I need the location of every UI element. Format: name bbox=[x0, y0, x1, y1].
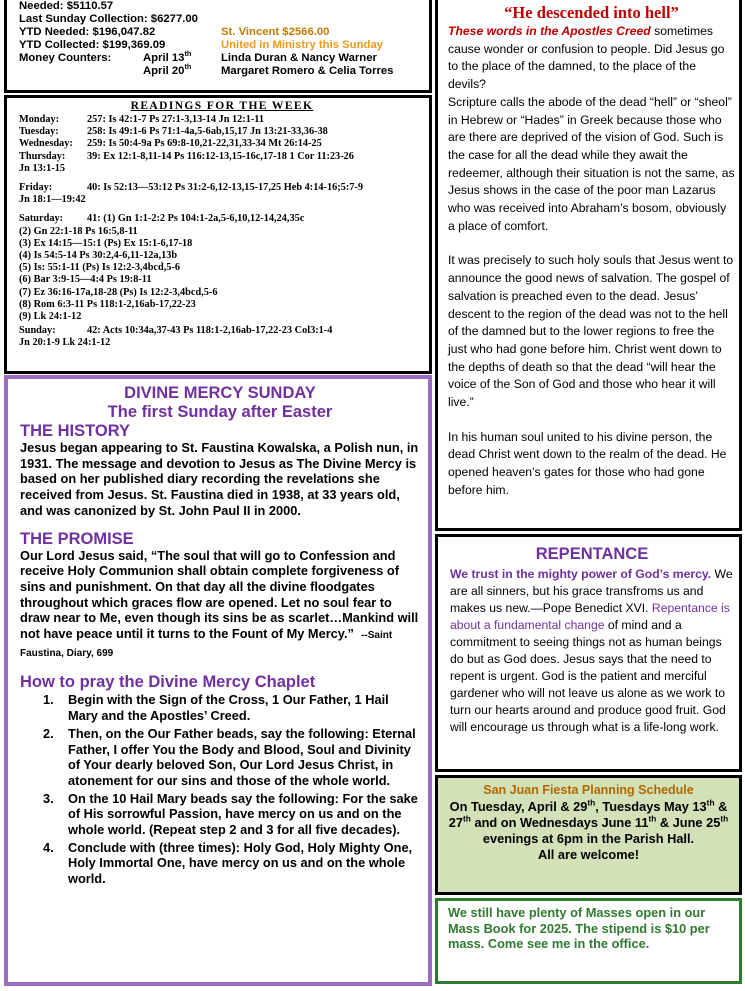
divine-mercy-box bbox=[4, 375, 432, 986]
reading-sunday-cont: Jn 20:1-9 Lk 24:1-12 bbox=[19, 337, 111, 349]
finance-row bbox=[19, 13, 429, 26]
reading-saturday-line: (8) Rom 6:3-11 Ps 118:1-2,16ab-17,22-23 bbox=[19, 298, 196, 310]
fiesta-welcome: All are welcome! bbox=[538, 847, 639, 862]
chaplet-step: 4. Conclude with (three times): Holy God, Holy Mighty One, Holy Immortal One, have mercy on us and on the whole world. bbox=[43, 839, 413, 887]
hell-lead: These words in the Apostles Creed bbox=[448, 24, 651, 38]
promise-heading: THE PROMISE bbox=[20, 529, 134, 548]
reading-tuesday: Tuesday: 258: Is 49:1-6 Ps 71:1-4a,5-6ab,15,17 Jn 13:21-33,36-38 bbox=[19, 126, 328, 138]
reading-wednesday: Wednesday: 259: Is 50:4-9a Ps 69:8-10,21-22,31,33-34 Mt 26:14-25 bbox=[19, 138, 322, 150]
repentance-box bbox=[435, 534, 742, 772]
history-text: Jesus began appearing to St. Faustina Kowalska, a Polish nun, in 1931. The message and devotion to Jesus as The Divine Mercy is based on her published diary recording the revelations she received from Jesus. St. Faustina died in 1938, at 33 years old, and was canonized by St. John Paul II in 2000. bbox=[20, 440, 419, 518]
finance-row bbox=[19, 0, 429, 13]
hell-paragraph-2: Scripture calls the abode of the dead “hell” or “sheol” in Hebrew or “Hades” in Greek because those who are there are deprived of the vision of God. Such is the case for all the dead while they await the redeemer, although their situation is not the same, as Jesus shows in the case of the poor man Lazarus who was received into Abraham’s bosom, obviously a place of comfort. bbox=[448, 94, 735, 233]
masses-text: We still have plenty of Masses open in our Mass Book for 2025. The stipend is $10 per mass. Come see me in the office. bbox=[448, 905, 710, 951]
chaplet-steps bbox=[20, 692, 420, 886]
reading-saturday-line: (6) Bar 3:9-15—4:4 Ps 19:8-11 bbox=[19, 274, 152, 286]
united-in-ministry: United in Ministry this Sunday bbox=[221, 39, 383, 51]
repentance-title: REPENTANCE bbox=[535, 545, 649, 563]
hell-paragraph-4: In his human soul united to his divine person, the dead Christ went down to the realm of the dead. He opened heaven’s gates for those who had gone before him. bbox=[448, 429, 727, 497]
fiesta-title: San Juan Fiesta Planning Schedule bbox=[483, 783, 694, 797]
counter-date-2: April 20th bbox=[143, 62, 192, 77]
counter-names-1: Linda Duran & Nancy Warner bbox=[221, 52, 377, 64]
history-heading: THE HISTORY bbox=[20, 422, 131, 440]
reading-saturday-line: (9) Lk 24:1-12 bbox=[19, 311, 82, 323]
st-vincent-collection: St. Vincent $2566.00 bbox=[221, 26, 330, 38]
promise-source: --Saint Faustina, Diary, 699 bbox=[20, 630, 393, 659]
hell-paragraph-3: It was precisely to such holy souls that Jesus went to announce the good news of salvation. The gospel of salvation is preached even to the dead. Jesus’ descent to the region of the dead was not to the hell of the damned but to the lower regions to free the just who had gone before him. Christ went down to the depths of death so that the dead “will hear the voice of the Son of God and those who hear it will live.” bbox=[448, 253, 734, 410]
promise-paragraph bbox=[20, 548, 420, 662]
ytd-needed: YTD Needed: $196,047.82 bbox=[19, 26, 156, 38]
finance-row bbox=[19, 49, 429, 65]
repentance-text: We trust in the mighty power of God’s mercy. We are all sinners, but his grace transfroms us and makes us new.—Pope Benedict XVI. Repentance is about a fundamental change of mind and a commitment to seeing things not as human beings do but as God does. Jesus says that the need to repent is urgent. God is the patient and merciful gardener who will not leave us alone as we work to turn our hearts around and produce good fruit. God will encourage us through what is a life-long work. bbox=[450, 567, 733, 734]
hell-title: “He descended into hell” bbox=[504, 3, 679, 22]
chaplet-heading: How to pray the Divine Mercy Chaplet bbox=[20, 673, 316, 692]
chaplet-step: 2. Then, on the Our Father beads, say the following: Eternal Father, I offer You the Body and Blood, Soul and Divinity of Your dearly beloved Son, Our Lord Jesus Christ, in atonement for our sins and those of the whole world. bbox=[43, 725, 416, 788]
finance-row bbox=[19, 39, 429, 52]
reading-saturday-line: (4) Is 54:5-14 Ps 30:2,4-6,11-12a,13b bbox=[19, 250, 178, 262]
fiesta-schedule-box bbox=[435, 775, 742, 895]
chaplet-step: 3. On the 10 Hail Mary beads say the following: For the sake of His sorrowful Passion, have mercy on us and on the whole world. (Repeat step 2 and 3 for all five decades). bbox=[43, 790, 418, 838]
chaplet-step: 1. Begin with the Sign of the Cross, 1 Our Father, 1 Hail Mary and the Apostles’ Creed. bbox=[43, 692, 389, 724]
divine-mercy-subtitle: The first Sunday after Easter bbox=[107, 403, 333, 421]
reading-thursday: Thursday: 39: Ex 12:1-8,11-14 Ps 116:12-13,15-16c,17-18 1 Cor 11:23-26 bbox=[19, 150, 354, 162]
finance-row bbox=[19, 62, 429, 78]
descended-into-hell-box bbox=[435, 0, 742, 531]
readings-title: READINGS FOR THE WEEK bbox=[130, 100, 314, 112]
finance-box bbox=[4, 0, 432, 93]
reading-saturday-line: (5) Is: 55:1-11 (Ps) Is 12:2-3,4bcd,5-6 bbox=[19, 262, 181, 274]
reading-friday-cont: Jn 18:1—19:42 bbox=[19, 194, 86, 206]
needed-text: Needed: $5110.57 bbox=[19, 0, 114, 12]
divine-mercy-title: DIVINE MERCY SUNDAY bbox=[124, 384, 316, 402]
reading-sunday: Sunday: 42: Acts 10:34a,37-43 Ps 118:1-2,16ab-17,22-23 Col3:1-4 bbox=[19, 325, 333, 337]
counter-names-2: Margaret Romero & Celia Torres bbox=[221, 65, 394, 77]
reading-saturday-line: (7) Ez 36:16-17a,18-28 (Ps) Is 12:2-3,4bcd,5-6 bbox=[19, 286, 218, 298]
reading-friday: Friday: 40: Is 52:13—53:12 Ps 31:2-6,12-13,15-17,25 Heb 4:14-16;5:7-9 bbox=[19, 182, 363, 194]
money-counters-label: Money Counters: bbox=[19, 52, 112, 64]
reading-monday: Monday: 257: Is 42:1-7 Ps 27:1-3,13-14 Jn 12:1-11 bbox=[19, 114, 265, 125]
readings-box bbox=[4, 95, 432, 374]
reading-saturday-line: (3) Ex 14:15—15:1 (Ps) Ex 15:1-6,17-18 bbox=[19, 237, 193, 249]
fiesta-schedule-text: On Tuesday, April & 29th, Tuesdays May 13th & 27th and on Wednesdays June 11th & June 25th evenings at 6pm in the Parish Hall. bbox=[448, 797, 729, 846]
promise-text: Our Lord Jesus said, “The soul that will go to Confession and receive Holy Communion shall obtain complete forgiveness of sins and punishment. On that day all the divine floodgates throughout which graces flow are opened. Let no soul fear to draw near to Me, even though its sins be as scarlet…Mankind will not have peace until it turns to the Fount of My Mercy.” bbox=[20, 547, 419, 642]
reading-saturday: Saturday: 41: (1) Gn 1:1-2:2 Ps 104:1-2a,5-6,10,12-14,24,35c bbox=[19, 213, 305, 225]
finance-row bbox=[19, 26, 429, 39]
ytd-collected: YTD Collected: $199,369.09 bbox=[19, 39, 166, 51]
last-sunday-collection: Last Sunday Collection: $6277.00 bbox=[19, 13, 198, 25]
reading-saturday-line: (2) Gn 22:1-18 Ps 16:5,8-11 bbox=[19, 225, 138, 237]
masses-box bbox=[435, 898, 742, 984]
counter-date-1: April 13th bbox=[143, 49, 192, 64]
hell-paragraph-1: These words in the Apostles Creed sometimes cause wonder or confusion to people. Did Jesus go to the place of the damned, to the place of the devils? bbox=[448, 24, 725, 92]
reading-thursday-cont: Jn 13:1-15 bbox=[19, 162, 66, 174]
